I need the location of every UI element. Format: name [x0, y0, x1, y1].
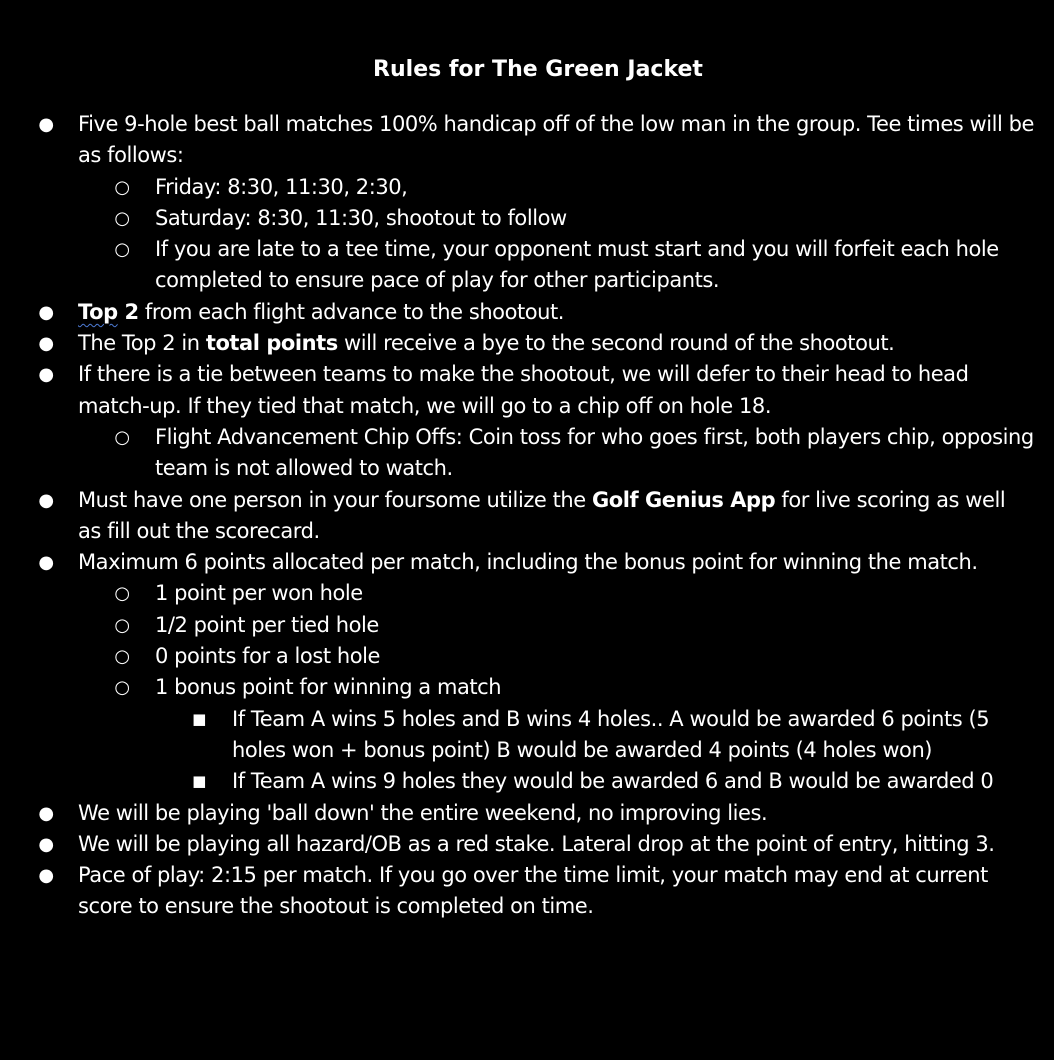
rule-text: If Team A wins 5 holes and B wins 4 holes.. A would be awarded 6 points (5 holes won + bonus point) B would be awarded 4 points (4 holes won)	[232, 706, 990, 762]
rule-subitem-friday	[0, 172, 1054, 203]
square-bullet-icon: ■	[192, 709, 206, 728]
rule-text: 1 bonus point for winning a match	[155, 675, 502, 700]
circle-bullet-icon: ○	[114, 646, 130, 668]
rule-text: If there is a tie between teams to make the shootout, we will defer to their head to head match-up. If they tied that match, we will go to a chip off on hole 18.	[78, 362, 969, 418]
rule-text: 1/2 point per tied hole	[155, 612, 379, 637]
disc-bullet-icon: ●	[38, 333, 54, 355]
circle-bullet-icon: ○	[114, 239, 130, 261]
disc-bullet-icon: ●	[38, 552, 54, 574]
disc-bullet-icon: ●	[38, 364, 54, 386]
rule-text: 0 points for a lost hole	[155, 644, 380, 669]
rule-text: will receive a bye to the second round of the shootout.	[337, 331, 895, 356]
circle-bullet-icon: ○	[114, 426, 130, 448]
rule-text: Must have one person in your foursome utilize the	[78, 487, 592, 512]
disc-bullet-icon: ●	[38, 833, 54, 855]
document-title: Rules for The Green Jacket	[373, 57, 703, 82]
rule-item-ball-down	[0, 798, 1054, 829]
circle-bullet-icon: ○	[114, 207, 130, 229]
rule-text: from each flight advance to the shootout.	[138, 299, 565, 324]
rule-subitem-bonus-point	[0, 672, 1054, 703]
rule-subitem-late	[0, 234, 1054, 297]
circle-bullet-icon: ○	[114, 614, 130, 636]
rule-item-bye	[0, 328, 1054, 359]
disc-bullet-icon: ●	[38, 865, 54, 887]
rule-text: If you are late to a tee time, your opponent must start and you will forfeit each hole completed to ensure pace of play for other participants.	[155, 237, 999, 293]
rule-text: We will be playing all hazard/OB as a red stake. Lateral drop at the point of entry, hitting 3.	[78, 831, 995, 856]
disc-bullet-icon: ●	[38, 489, 54, 511]
rule-text: Pace of play: 2:15 per match. If you go over the time limit, your match may end at current score to ensure the shootout is completed on time.	[78, 863, 988, 919]
rule-item-max-points	[0, 547, 1054, 578]
rule-item-scoring-app	[0, 485, 1054, 548]
rule-text: Flight Advancement Chip Offs: Coin toss for who goes first, both players chip, opposing team is not allowed to watch.	[155, 424, 1034, 481]
square-bullet-icon: ■	[192, 772, 206, 791]
rule-bold-text: 2	[117, 299, 139, 324]
rule-subitem-lost-hole	[0, 641, 1054, 672]
rule-subitem-tied-hole	[0, 610, 1054, 641]
rule-subitem-chip-offs	[0, 422, 1054, 485]
rule-text: for live scoring as well as fill out the scorecard.	[78, 487, 1006, 543]
rule-text: Saturday: 8:30, 11:30, shootout to follow	[155, 205, 567, 230]
rule-subitem-saturday	[0, 203, 1054, 234]
rule-example-five-four	[0, 704, 1054, 767]
rule-subitem-won-hole	[0, 578, 1054, 609]
circle-bullet-icon: ○	[114, 176, 130, 198]
rule-bold-text: total points	[205, 331, 338, 356]
rule-text: If Team A wins 9 holes they would be awarded 6 and B would be awarded 0	[232, 769, 994, 794]
rule-text: The Top 2 in	[78, 331, 206, 356]
rule-bold-text: Golf Genius App	[591, 487, 776, 512]
rule-item-top-two	[0, 297, 1054, 328]
rule-text: Maximum 6 points allocated per match, including the bonus point for winning the match.	[78, 550, 978, 575]
rule-text: Friday: 8:30, 11:30, 2:30,	[155, 174, 408, 199]
rules-list	[0, 109, 1054, 923]
rule-item-hazard	[0, 829, 1054, 860]
circle-bullet-icon: ○	[114, 677, 130, 699]
rule-item-format	[0, 109, 1054, 172]
rule-item-pace-of-play	[0, 860, 1054, 923]
rule-bold-text: Top	[78, 299, 118, 324]
rule-example-nine-zero	[0, 766, 1054, 797]
rule-text: We will be playing 'ball down' the entire weekend, no improving lies.	[78, 800, 768, 825]
disc-bullet-icon: ●	[38, 301, 54, 323]
disc-bullet-icon: ●	[38, 802, 54, 824]
rule-text: 1 point per won hole	[155, 581, 363, 606]
rule-item-tie	[0, 359, 1054, 422]
circle-bullet-icon: ○	[114, 583, 130, 605]
rule-text: Five 9-hole best ball matches 100% handicap off of the low man in the group. Tee times will be as follows:	[78, 112, 1034, 168]
disc-bullet-icon: ●	[38, 114, 54, 135]
